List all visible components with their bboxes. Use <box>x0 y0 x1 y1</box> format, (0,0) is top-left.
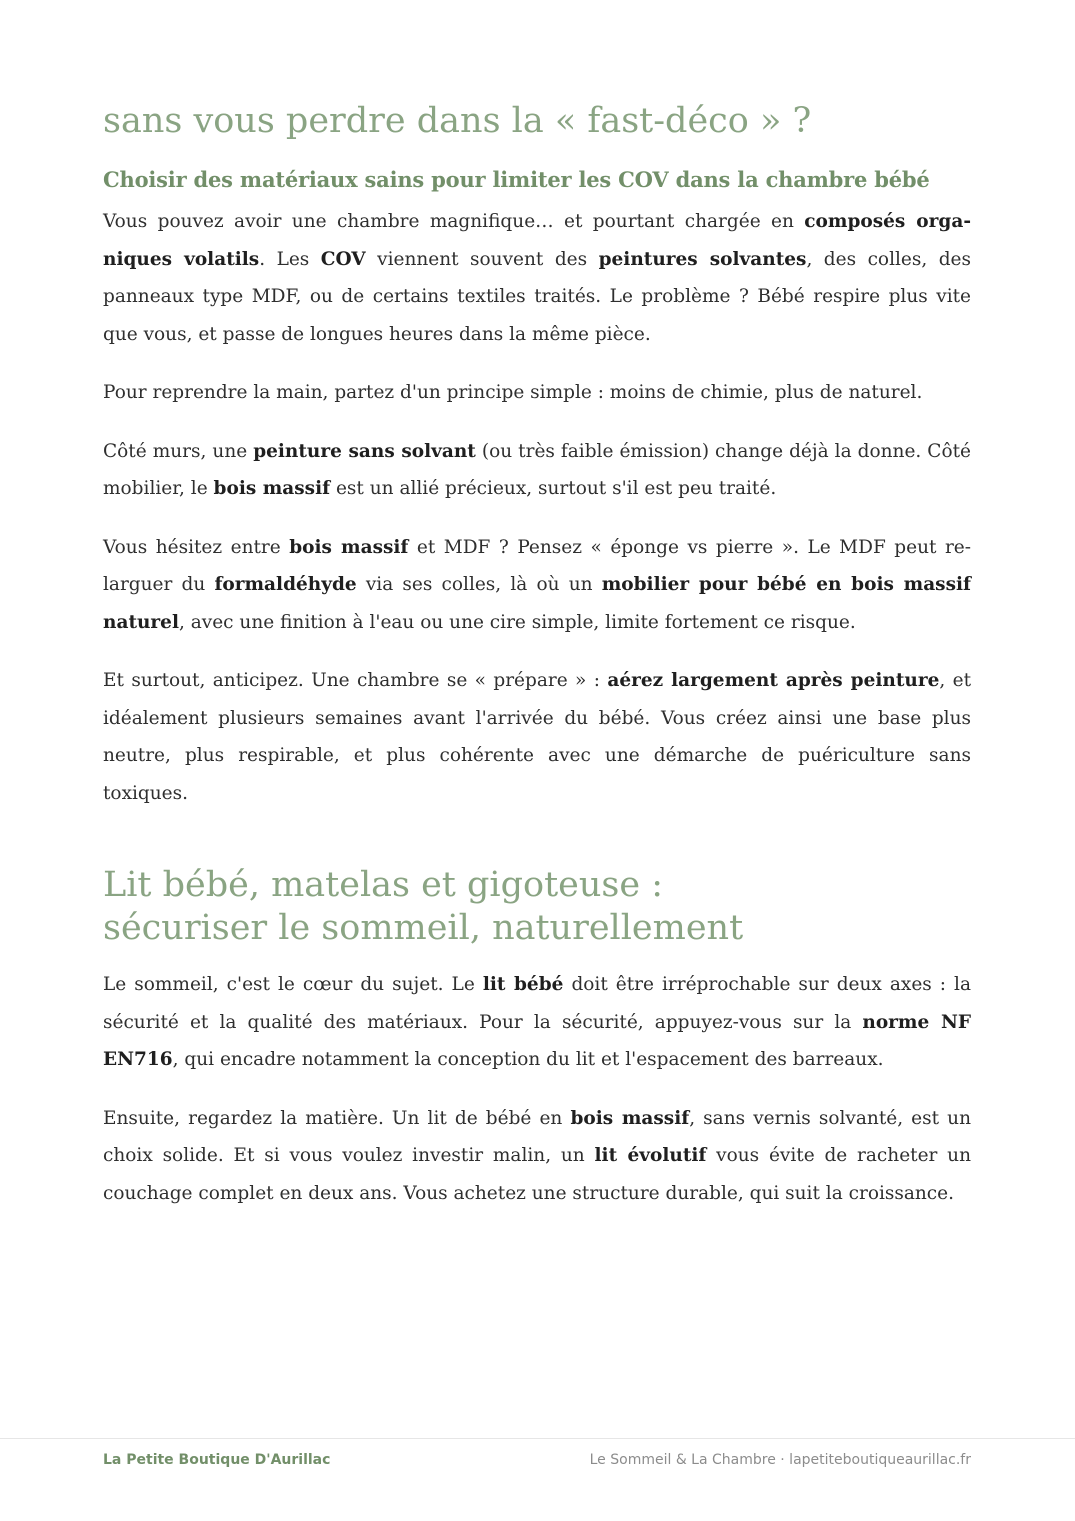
paragraph-materials: Ensuite, regardez la matière. Un lit de bébé en bois massif, sans vernis solvanté, est un choix solide. Et si vous voulez investir malin, un lit évolutif vous évite de racheter un couchage complet en deux ans. Vous achetez une structure durable, qui suit la croissance. <box>103 1107 971 1204</box>
page-content <box>103 100 971 1212</box>
paragraph-cov-intro: Vous pouvez avoir une chambre magnifique… et pourtant chargée en composés organiques volatils. Les COV viennent souvent des peintures solvantes, des colles, des panneaux type MDF, ou de certains textiles traités. Le problème ? Bébé respire plus vite que vous, et passe de longues heures dans la même pièce. <box>103 211 971 345</box>
section-title-line-2: sécuriser le sommeil, naturellement <box>103 908 744 949</box>
section-title <box>103 864 971 950</box>
section-title-line-1: Lit bébé, matelas et gigoteuse : <box>103 865 663 906</box>
continued-heading: sans vous perdre dans la « fast-déco » ? <box>103 101 812 141</box>
paragraph-principle: Pour reprendre la main, partez d'un principe simple : moins de chimie, plus de naturel. <box>103 382 923 404</box>
paragraph-wood-vs-mdf: Vous hésitez entre bois massif et MDF ? Pensez « éponge vs pierre ». Le MDF peut relarguer du formaldéhyde via ses colles, là où un mobilier pour bébé en bois massif naturel, avec une finition à l'eau ou une cire simple, limite fortement ce risque. <box>103 536 972 633</box>
paragraph-sleep-safety: Le sommeil, c'est le cœur du sujet. Le lit bébé doit être irréprochable sur deux axes : la sécurité et la qualité des matériaux. Pour la sécurité, appuyez-vous sur la norme NF EN716, qui encadre notamment la conception du lit et l'espacement des barreaux. <box>103 974 971 1071</box>
footer-divider <box>0 1438 1075 1439</box>
footer-brand: La Petite Boutique D'Aurillac <box>103 1452 331 1468</box>
paragraph-walls-furniture: Côté murs, une peinture sans solvant (ou très faible émission) change déjà la donne. Côté mobilier, le bois massif est un allié précieux, surtout s'il est peu traité. <box>103 440 971 500</box>
paragraph-anticipate: Et surtout, anticipez. Une chambre se « prépare » : aérez largement après peinture, et idéalement plusieurs semaines avant l'arrivée du bébé. Vous créez ainsi une base plus neutre, plus respirable, et plus cohérente avec une démarche de puériculture sans toxiques. <box>103 670 972 804</box>
subsection-title: Choisir des matériaux sains pour limiter les COV dans la chambre bébé <box>103 167 930 192</box>
footer-site-info: Le Sommeil & La Chambre · lapetiteboutiqueaurillac.fr <box>589 1452 971 1468</box>
